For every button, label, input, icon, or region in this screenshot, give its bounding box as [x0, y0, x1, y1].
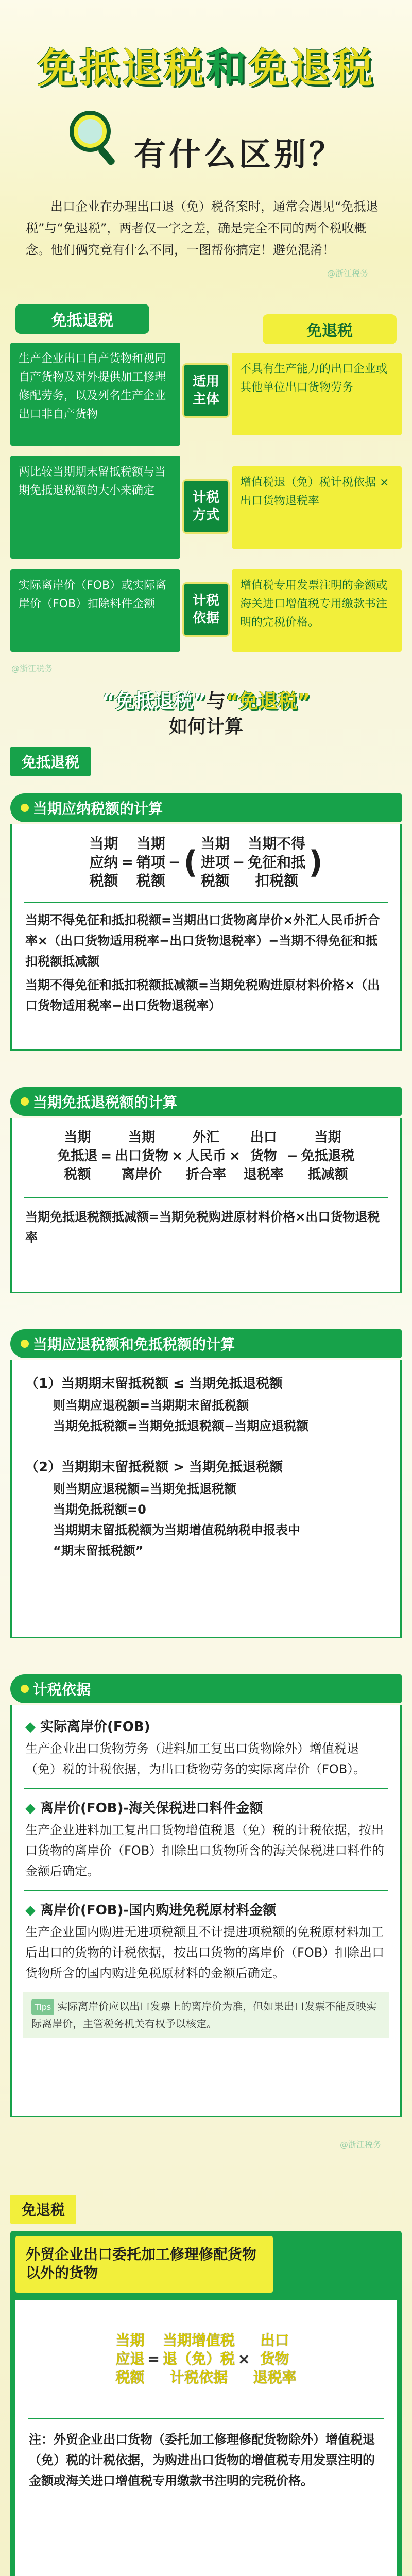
case-head: （2）当期期末留抵税额 > 当期免抵退税额	[25, 1460, 283, 1475]
section-bar	[10, 1329, 402, 1358]
formula-term: 当期 出口货物 离岸价	[115, 1130, 169, 1182]
calc-subtitle: 如何计算	[168, 716, 243, 737]
compare-row-label: 计税 依据	[182, 582, 230, 637]
card	[10, 824, 402, 1051]
card	[10, 1705, 402, 2117]
section-title: 当期免抵退税额的计算	[33, 1094, 178, 1111]
calc-title-q2: “免退税”	[226, 690, 310, 713]
dot-icon	[21, 1340, 29, 1348]
basis-head: ◆ 离岸价(FOB)-国内购进免税原材料金额	[25, 1903, 277, 1918]
basis-head: ◆ 实际离岸价(FOB)	[25, 1719, 150, 1735]
panel-body	[15, 2300, 397, 2576]
dot-icon	[21, 804, 29, 812]
hero-title	[0, 36, 412, 94]
formula-term: 当期 应退 税额	[115, 2332, 145, 2386]
formula-term: 当期不得 免征和抵 扣税额	[248, 835, 306, 889]
note: 当期不得免征和抵扣税额=当期出口货物离岸价×外汇人民币折合率×（出口货物适用税率−出口货物退税率）−当期不得免征和抵扣税额抵减额	[25, 913, 380, 969]
tip-text: 实际离岸价应以出口发票上的离岸价为准，但如果出口发票不能反映实际离岸价，主管税务机关有权予以核定。	[31, 2000, 377, 2030]
case-line: “期末留抵税额”	[53, 1544, 144, 1558]
case-line: 当期免抵税额=0	[53, 1502, 146, 1517]
formula-op: =	[121, 854, 133, 871]
divider	[24, 1788, 388, 1789]
note: 当期不得免征和抵扣税额抵减额=当期免税购进原材料价格×（出口货物适用税率−出口货物退税率）	[25, 978, 380, 1013]
formula-term: 外汇 人民币 折合率	[185, 1130, 226, 1182]
formula-op: −	[168, 854, 181, 871]
section-tag-mt: 免退税	[10, 2195, 76, 2224]
basis-title: 离岸价(FOB)-国内购进免税原材料金额	[40, 1903, 277, 1918]
formula-term: 当期 免抵退税 抵减额	[301, 1130, 355, 1182]
intro-paragraph: 出口企业在办理出口退（免）税备案时，通常会遇见“免抵退税”与“免退税”，两者仅一字之差，确是完全不同的两个税收概念。他们俩究竟有什么不同，一图帮你搞定！避免混淆！	[26, 199, 379, 257]
compare-row-label: 计税 方式	[182, 479, 230, 534]
formula-op: ×	[229, 1148, 241, 1164]
formula-term: 当期 销项 税额	[136, 835, 165, 889]
formula-term: 当期 免抵退 税额	[57, 1130, 98, 1182]
basis-text: 生产企业国内购进无进项税额且不计提进项税额的免税原材料加工后出口的货物的计税依据，按出口货物的离岸价（FOB）扣除出口货物所含的国内购进免税原材料的金额后确定。	[25, 1925, 385, 1980]
formula-paren: (	[183, 844, 198, 880]
watermark: @浙江税务	[327, 268, 369, 278]
basis-head: ◆ 离岸价(FOB)-海关保税进口料件金额	[25, 1801, 263, 1816]
hero-subtitle: 有什么区别？	[134, 135, 345, 173]
section-title: 当期应退税额和免抵税额的计算	[33, 1336, 235, 1353]
calc-title	[0, 685, 412, 714]
note: 当期免抵退税额抵减额=当期免税购进原材料价格×出口货物退税率	[25, 1210, 380, 1245]
watermark: @浙江税务	[11, 664, 53, 673]
divider	[28, 2418, 384, 2419]
formula-term: 当期增值税 退（免）税 计税依据	[162, 2332, 235, 2386]
title-and: 和	[205, 45, 248, 92]
note: 注：外贸企业出口货物（委托加工修理修配货物除外）增值税退（免）税的计税依据，为购进出口货物的增值税专用发票注明的金额或海关进口增值税专用缴款书注明的完税价格。	[29, 2432, 375, 2488]
formula	[12, 835, 400, 890]
case-line: 当期期末留抵税额为当期增值税纳税申报表中	[53, 1523, 300, 1537]
card	[10, 1360, 402, 1638]
formula-op: −	[232, 854, 245, 871]
divider	[24, 1197, 388, 1198]
compare-left-head: 免抵退税	[15, 304, 149, 334]
compare-right-cell: 增值税退（免）税计税依据 × 出口货物退税率	[232, 466, 402, 549]
formula-term: 出口 货物 退税率	[253, 2332, 297, 2386]
tip-label: Tips	[31, 1999, 54, 2015]
formula-op: =	[100, 1148, 112, 1164]
formula-op: −	[286, 1148, 298, 1164]
formula-term: 出口 货物 退税率	[243, 1130, 284, 1182]
compare-left-cell: 生产企业出口自产货物和视同自产货物及对外提供加工修理修配劳务，以及列名生产企业出口非自产货物	[10, 343, 180, 446]
formula-op: ×	[171, 1148, 183, 1164]
compare-right-head: 免退税	[263, 314, 397, 344]
section-title: 计税依据	[33, 1681, 91, 1698]
basis-text: 生产企业进料加工复出口货物增值税退（免）税的计税依据，按出口货物的离岸价（FOB）扣除出口货物所含的海关保税进口料件的金额后确定。	[25, 1823, 385, 1878]
panel-title: 外贸企业出口委托加工修理修配货物以外的货物	[15, 2236, 273, 2293]
section-tag-mdt: 免抵退税	[10, 747, 91, 776]
case-line: 则当期应退税额=当期期末留抵税额	[53, 1398, 249, 1413]
basis-text: 生产企业出口货物劳务（进料加工复出口货物除外）增值税退（免）税的计税依据，为出口货物劳务的实际离岸价（FOB）。	[25, 1741, 366, 1776]
title-part2: 免退税	[248, 45, 375, 92]
formula-term: 当期 应纳 税额	[89, 835, 118, 889]
compare-left-cell: 实际离岸价（FOB）或实际离岸价（FOB）扣除料件金额	[10, 569, 180, 652]
formula-paren: )	[308, 844, 323, 880]
calc-title-q1: “免抵退税”	[102, 690, 206, 713]
formula-term: 当期 进项 税额	[200, 835, 230, 889]
basis-title: 实际离岸价(FOB)	[40, 1719, 150, 1735]
watermark: @浙江税务	[340, 2140, 382, 2149]
dot-icon	[21, 1097, 29, 1106]
section-bar	[10, 1087, 402, 1116]
compare-right-cell: 增值税专用发票注明的金额或海关进口增值税专用缴款书注明的完税价格。	[232, 569, 402, 652]
case-line: 当期免抵税额=当期免抵退税额−当期应退税额	[53, 1419, 309, 1433]
magnifier-icon	[62, 106, 124, 167]
compare-right-cell: 不具有生产能力的出口企业或其他单位出口货物劳务	[232, 353, 402, 435]
section-title: 当期应纳税额的计算	[33, 800, 163, 817]
divider	[24, 902, 388, 903]
dot-icon	[21, 1685, 29, 1693]
compare-row-label: 适用 主体	[182, 363, 230, 418]
case-line: 则当期应退税额=当期免抵退税额	[53, 1482, 237, 1496]
formula-op: =	[147, 2350, 160, 2367]
section-bar	[10, 793, 402, 822]
case-head: （1）当期期末留抵税额 ≤ 当期免抵退税额	[25, 1376, 283, 1392]
basis-title: 离岸价(FOB)-海关保税进口料件金额	[40, 1801, 263, 1816]
formula	[15, 2331, 397, 2387]
compare-left-cell: 两比较当期期末留抵税额与当期免抵退税额的大小来确定	[10, 456, 180, 559]
section-bar	[10, 1674, 402, 1703]
calc-title-and: 与	[205, 690, 226, 713]
formula-op: ×	[238, 2350, 250, 2367]
divider	[24, 1890, 388, 1891]
formula	[12, 1128, 400, 1184]
title-part1: 免抵退税	[37, 45, 206, 92]
card	[10, 1118, 402, 1293]
tip-box	[23, 1992, 389, 2038]
